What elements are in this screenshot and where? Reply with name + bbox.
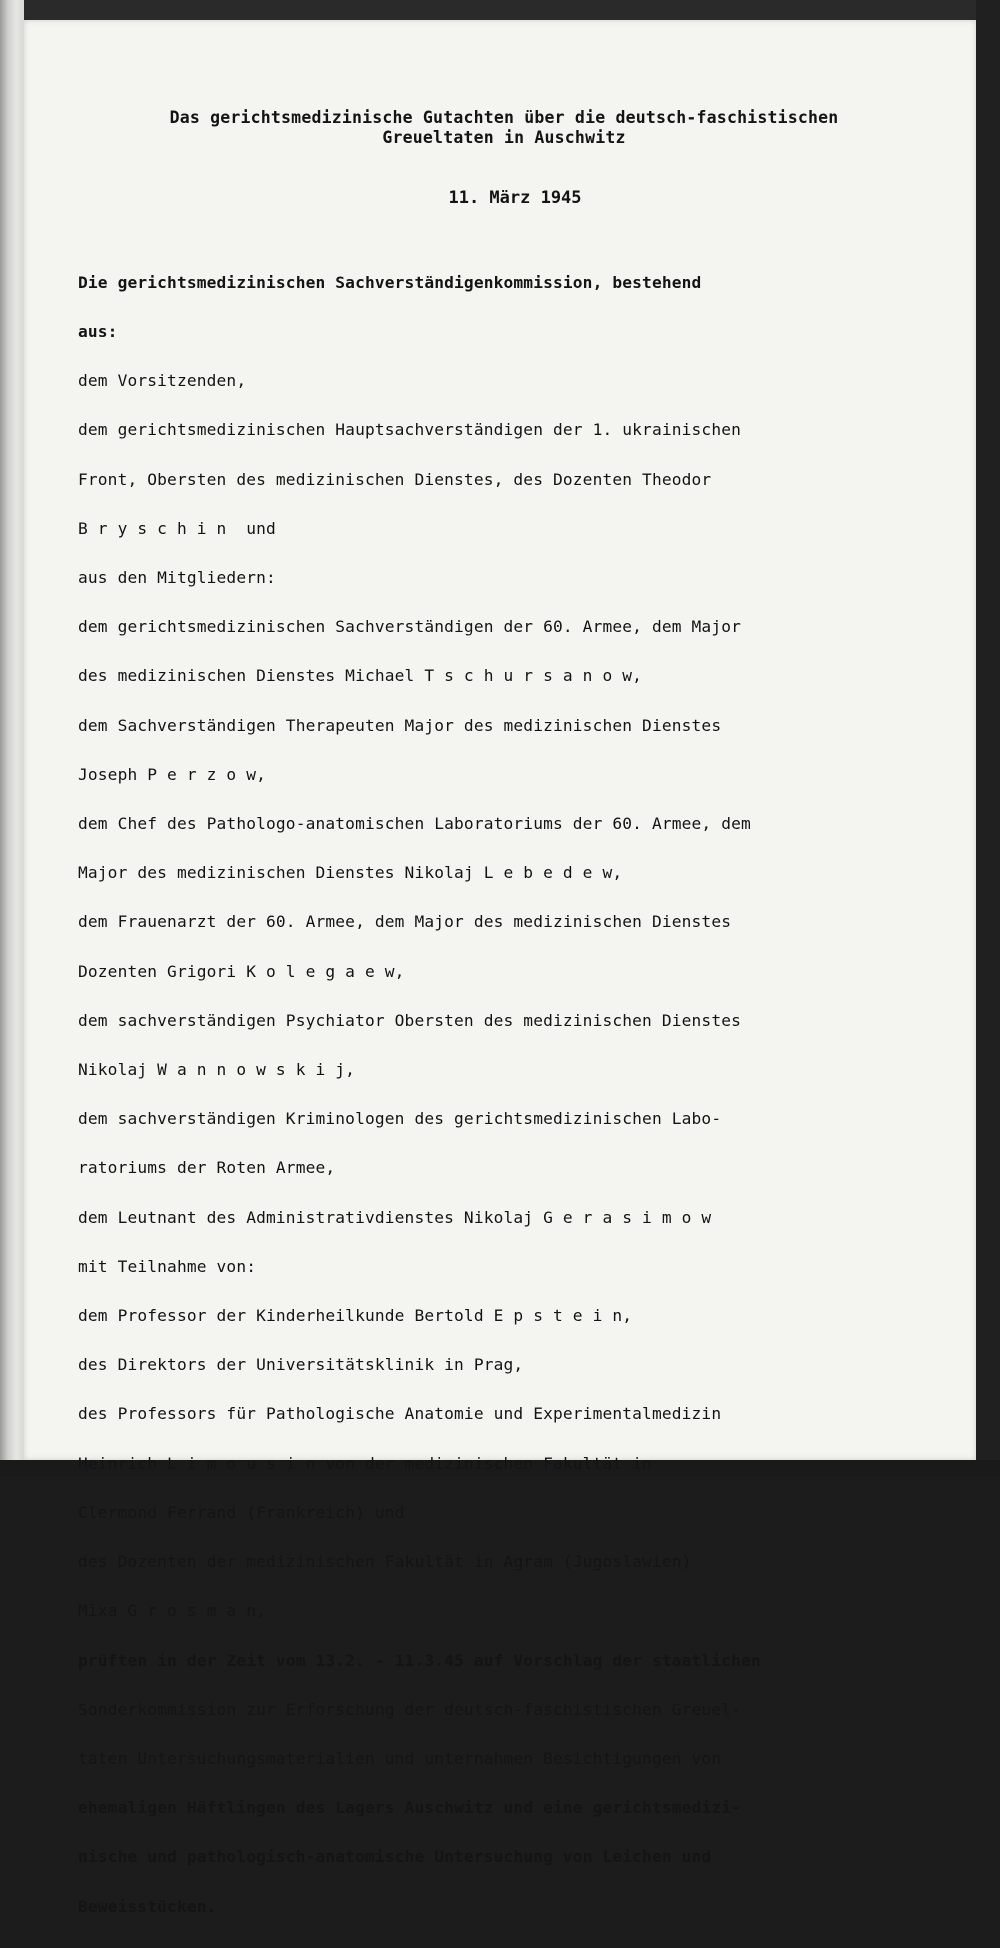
body-line: Heinrich L i m o u s i n von der medizinischen Fakultät in xyxy=(78,1453,652,1473)
body-line: aus: xyxy=(78,322,118,342)
body-line: prüften in der Zeit vom 13.2. - 11.3.45 auf Vorschlag der staatlichen xyxy=(78,1650,761,1670)
body-line: Nikolaj W a n n o w s k i j, xyxy=(78,1060,356,1080)
body-line: ratoriums der Roten Armee, xyxy=(78,1158,336,1178)
typewritten-document xyxy=(24,20,976,1916)
document-date: 11. März 1945 xyxy=(448,188,582,208)
body-line: dem gerichtsmedizinischen Sachverständigen der 60. Armee, dem Major xyxy=(78,617,742,637)
body-line: Sonderkommission zur Erforschung der deutsch-faschistischen Greuel- xyxy=(78,1699,742,1719)
body-line: dem Vorsitzenden, xyxy=(78,371,247,391)
body-line: des medizinischen Dienstes Michael T s c h u r s a n o w, xyxy=(78,666,643,686)
scan-border-right xyxy=(976,0,1000,1476)
body-line: taten Untersuchungsmaterialien und unternahmen Besichtigungen von xyxy=(78,1748,722,1768)
body-line: Clermond Ferrand (Frankreich) und xyxy=(78,1502,405,1522)
body-line: des Dozenten der medizinischen Fakultät in Agram (Jugoslawien) xyxy=(78,1552,692,1572)
body-line: dem gerichtsmedizinischen Hauptsachverständigen der 1. ukrainischen xyxy=(78,420,742,440)
body-line: Dozenten Grigori K o l e g a e w, xyxy=(78,961,405,981)
body-line: dem Chef des Pathologo-anatomischen Laboratoriums der 60. Armee, dem xyxy=(78,814,751,834)
body-line: dem Sachverständigen Therapeuten Major des medizinischen Dienstes xyxy=(78,715,722,735)
scan-border-top xyxy=(24,0,976,20)
body-line: dem sachverständigen Kriminologen des gerichtsmedizinischen Labo- xyxy=(78,1109,722,1129)
body-line: dem sachverständigen Psychiator Obersten des medizinischen Dienstes xyxy=(78,1010,742,1030)
body-line: dem Leutnant des Administrativdienstes Nikolaj G e r a s i m o w xyxy=(78,1207,712,1227)
body-line: Front, Obersten des medizinischen Dienstes, des Dozenten Theodor xyxy=(78,469,712,489)
binding-edge xyxy=(0,0,24,1476)
body-line: nische und pathologisch-anatomische Untersuchung von Leichen und xyxy=(78,1847,712,1867)
paper-sheet xyxy=(24,20,976,1916)
body-line: dem Professor der Kinderheilkunde Bertold E p s t e i n, xyxy=(78,1306,633,1326)
body-line: Mixa G r o s m a n, xyxy=(78,1601,267,1621)
body-line: dem Frauenarzt der 60. Armee, dem Major des medizinischen Dienstes xyxy=(78,912,732,932)
body-line: aus den Mitgliedern: xyxy=(78,568,276,588)
document-title xyxy=(84,108,924,148)
body-line: des Direktors der Universitätsklinik in Prag, xyxy=(78,1355,524,1375)
body-line: des Professors für Pathologische Anatomie und Experimentalmedizin xyxy=(78,1404,722,1424)
body-line: ehemaligen Häftlingen des Lagers Auschwitz und eine gerichtsmedizi- xyxy=(78,1798,742,1818)
body-line: mit Teilnahme von: xyxy=(78,1256,257,1276)
body-line: Beweisstücken. xyxy=(78,1896,217,1916)
document-body xyxy=(78,242,958,1948)
body-line: Die gerichtsmedizinischen Sachverständigenkommission, bestehend xyxy=(78,272,702,292)
body-line: B r y s c h i n und xyxy=(78,518,276,538)
body-line: Joseph P e r z o w, xyxy=(78,764,267,784)
title-line-2: Greueltaten in Auschwitz xyxy=(382,128,626,147)
title-line-1: Das gerichtsmedizinische Gutachten über die deutsch-faschistischen xyxy=(169,108,839,127)
body-line: Major des medizinischen Dienstes Nikolaj L e b e d e w, xyxy=(78,863,623,883)
